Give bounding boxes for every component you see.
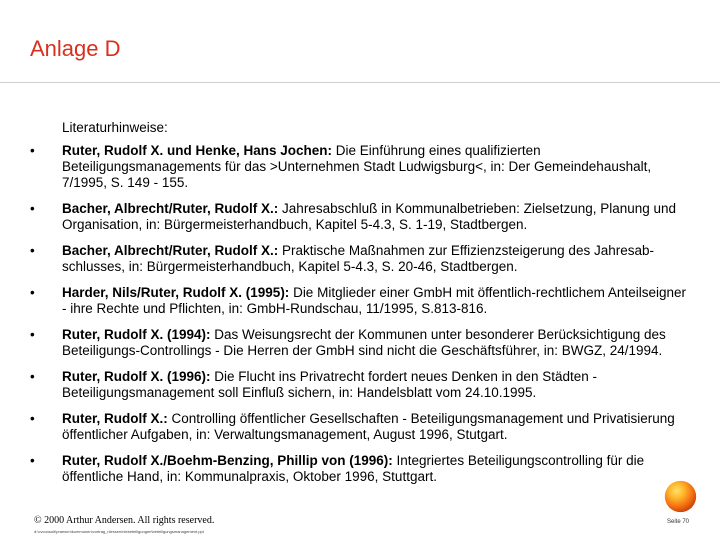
bullet-marker: • — [30, 411, 35, 426]
logo-ball-icon — [664, 480, 697, 513]
reference-author: Bacher, Albrecht/Ruter, Rudolf X.: — [62, 243, 279, 258]
reference-item — [30, 243, 694, 275]
reference-author: Harder, Nils/Ruter, Rudolf X. (1995): — [62, 285, 290, 300]
reference-item — [30, 411, 694, 443]
reference-author: Ruter, Rudolf X. (1994): — [62, 327, 211, 342]
file-path: d:\cvconsult\praesen\kommunen\vortrag_nlessen\nlebeteiligungen\beteiligungsmanagement.ppt — [34, 529, 204, 534]
reference-text: Die Mitglieder einer GmbH mit öffentlich-rechtlichem Anteilseigner - ihre Rechte und Pflichten, in: GmbH-Rundschau, 11/1995, S.813-816. — [62, 285, 686, 316]
reference-list — [30, 143, 694, 495]
bullet-marker: • — [30, 453, 35, 468]
reference-author: Ruter, Rudolf X. und Henke, Hans Jochen: — [62, 143, 333, 158]
title-divider — [0, 82, 720, 83]
bullet-marker: • — [30, 143, 35, 158]
reference-text: Praktische Maßnahmen zur Effizienzsteigerung des Jahresab-schlusses, in: Bürgermeisterhandbuch, Kapitel 5-4.3, S. 20-46, Stadtbergen. — [62, 243, 654, 274]
page-number: Seite 70 — [667, 519, 690, 525]
reference-item — [30, 327, 694, 359]
reference-text: Die Flucht ins Privatrecht fordert neues Denken in den Städten - Beteiligungsmanagement soll Einfluß sichern, in: Handelsblatt vom 24.10.1995. — [62, 369, 597, 400]
reference-author: Ruter, Rudolf X./Boehm-Benzing, Phillip von (1996): — [62, 453, 393, 468]
bullet-marker: • — [30, 285, 35, 300]
reference-item — [30, 285, 694, 317]
reference-item — [30, 453, 694, 485]
reference-item — [30, 201, 694, 233]
bullet-marker: • — [30, 369, 35, 384]
reference-text: Integriertes Beteiligungscontrolling für die öffentliche Hand, in: Kommunalpraxis, Oktober 1996, Stuttgart. — [62, 453, 645, 484]
reference-text: Die Einführung eines qualifizierten Beteiligungsmanagements für das >Unternehmen Stadt Ludwigsburg<, in: Der Gemeindehaushalt, 7/1995, S. 149 - 155. — [62, 143, 652, 190]
bullet-marker: • — [30, 201, 35, 216]
reference-author: Ruter, Rudolf X. (1996): — [62, 369, 211, 384]
bullet-marker: • — [30, 243, 35, 258]
reference-author: Bacher, Albrecht/Ruter, Rudolf X.: — [62, 201, 279, 216]
reference-item — [30, 143, 694, 191]
reference-text: Das Weisungsrecht der Kommunen unter besonderer Berücksichtigung des Beteiligungs-Controllings - Die Herren der GmbH sind nicht die Geschäftsführer, in: BWGZ, 24/1994. — [62, 327, 666, 358]
slide-title: Anlage D — [30, 36, 121, 61]
reference-item — [30, 369, 694, 401]
reference-text: Jahresabschluß in Kommunalbetrieben: Zielsetzung, Planung und Organisation, in: Bürgermeisterhandbuch, Kapitel 5-4.3, S. 1-19, Stadtbergen. — [62, 201, 677, 232]
bullet-marker: • — [30, 327, 35, 342]
copyright-notice: © 2000 Arthur Andersen. All rights reserved. — [34, 515, 215, 526]
reference-author: Ruter, Rudolf X.: — [62, 411, 168, 426]
references-heading: Literaturhinweise: — [62, 120, 168, 135]
reference-text: Controlling öffentlicher Gesellschaften - Beteiligungsmanagement und Privatisierung öffentlicher Aufgaben, in: Verwaltungsmanagement, August 1996, Stutgart. — [62, 411, 675, 442]
